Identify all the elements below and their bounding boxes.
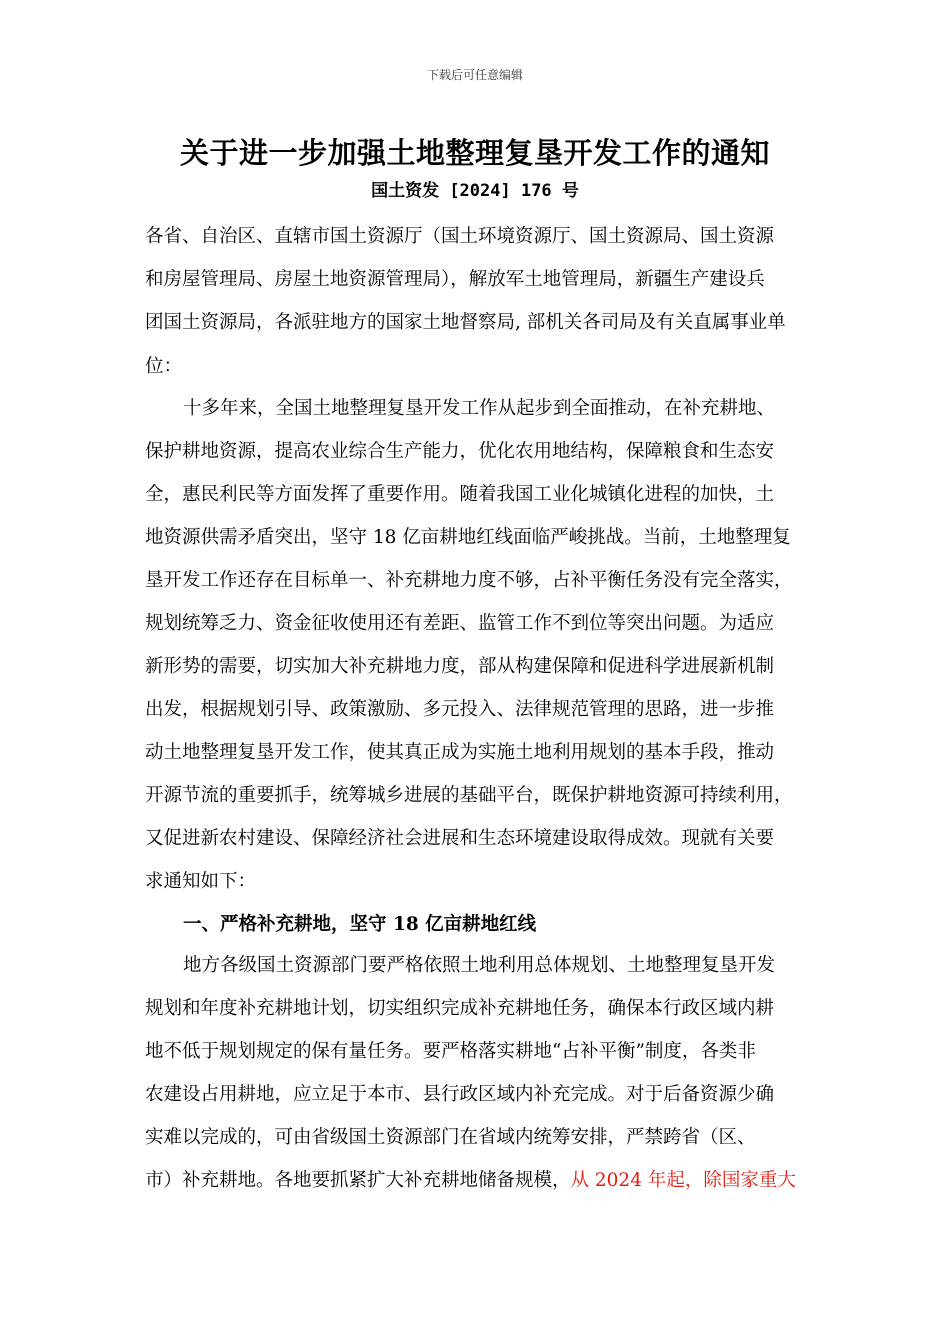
body-line: 又促进新农村建设、保障经济社会进展和生态环境建设取得成效。现就有关要 [145, 828, 775, 849]
body-line: 保护耕地资源，提高农业综合生产能力，优化农用地结构，保障粮食和生态安 [145, 441, 775, 462]
document-number: 国土资发 [2024] 176 号 [371, 181, 579, 201]
body-line: 求通知如下： [145, 871, 257, 892]
body-line: 十多年来，全国土地整理复垦开发工作从起步到全面推动，在补充耕地、 [183, 398, 776, 419]
body-line: 团国土资源局，各派驻地方的国家土地督察局, 部机关各司局及有关直属事业单 [145, 312, 786, 333]
body-line: 垦开发工作还存在目标单一、补充耕地力度不够，占补平衡任务没有完全落实， [145, 570, 793, 591]
body-line: 出发，根据规划引导、政策激励、多元投入、法律规范管理的思路，进一步推 [145, 699, 775, 720]
header-note: 下载后可任意编辑 [426, 68, 523, 82]
body-text: 市）补充耕地。各地要抓紧扩大补充耕地储备规模， [145, 1170, 571, 1191]
section-heading: 一、严格补充耕地，坚守 18 亿亩耕地红线 [183, 914, 537, 935]
document-title: 关于进一步加强土地整理复垦开发工作的通知 [179, 136, 770, 170]
body-line: 动土地整理复垦开发工作，使其真正成为实施土地利用规划的基本手段，推动 [145, 742, 775, 763]
body-line: 规划统筹乏力、资金征收使用还有差距、监管工作不到位等突出问题。为适应 [145, 613, 775, 634]
body-line: 规划和年度补充耕地计划，切实组织完成补充耕地任务，确保本行政区域内耕 [145, 998, 775, 1019]
body-line: 全，惠民利民等方面发挥了重要作用。随着我国工业化城镇化进程的加快，土 [145, 484, 775, 505]
body-line: 实难以完成的，可由省级国土资源部门在省域内统筹安排，严禁跨省（区、 [145, 1127, 756, 1148]
body-line: 地资源供需矛盾突出，坚守 18 亿亩耕地红线面临严峻挑战。当前，土地整理复 [145, 527, 791, 548]
body-line: 位： [145, 356, 183, 377]
body-line: 开源节流的重要抓手，统筹城乡进展的基础平台，既保护耕地资源可持续利用， [145, 785, 793, 806]
body-line-last [145, 1170, 796, 1192]
body-line: 农建设占用耕地，应立足于本市、县行政区域内补充完成。对于后备资源少确 [145, 1084, 775, 1105]
body-line: 地方各级国土资源部门要严格依照土地利用总体规划、土地整理复垦开发 [183, 955, 776, 976]
body-line: 地不低于规划规定的保有量任务。要严格落实耕地“占补平衡”制度，各类非 [145, 1041, 756, 1062]
body-line: 和房屋管理局、房屋土地资源管理局），解放军土地管理局，新疆生产建设兵 [145, 269, 765, 290]
body-line: 各省、自治区、直辖市国土资源厅（国土环境资源厅、国土资源局、国土资源 [145, 226, 775, 247]
highlighted-text: 从 2024 年起，除国家重大 [570, 1170, 796, 1191]
body-line: 新形势的需要，切实加大补充耕地力度，部从构建保障和促进科学进展新机制 [145, 656, 775, 677]
